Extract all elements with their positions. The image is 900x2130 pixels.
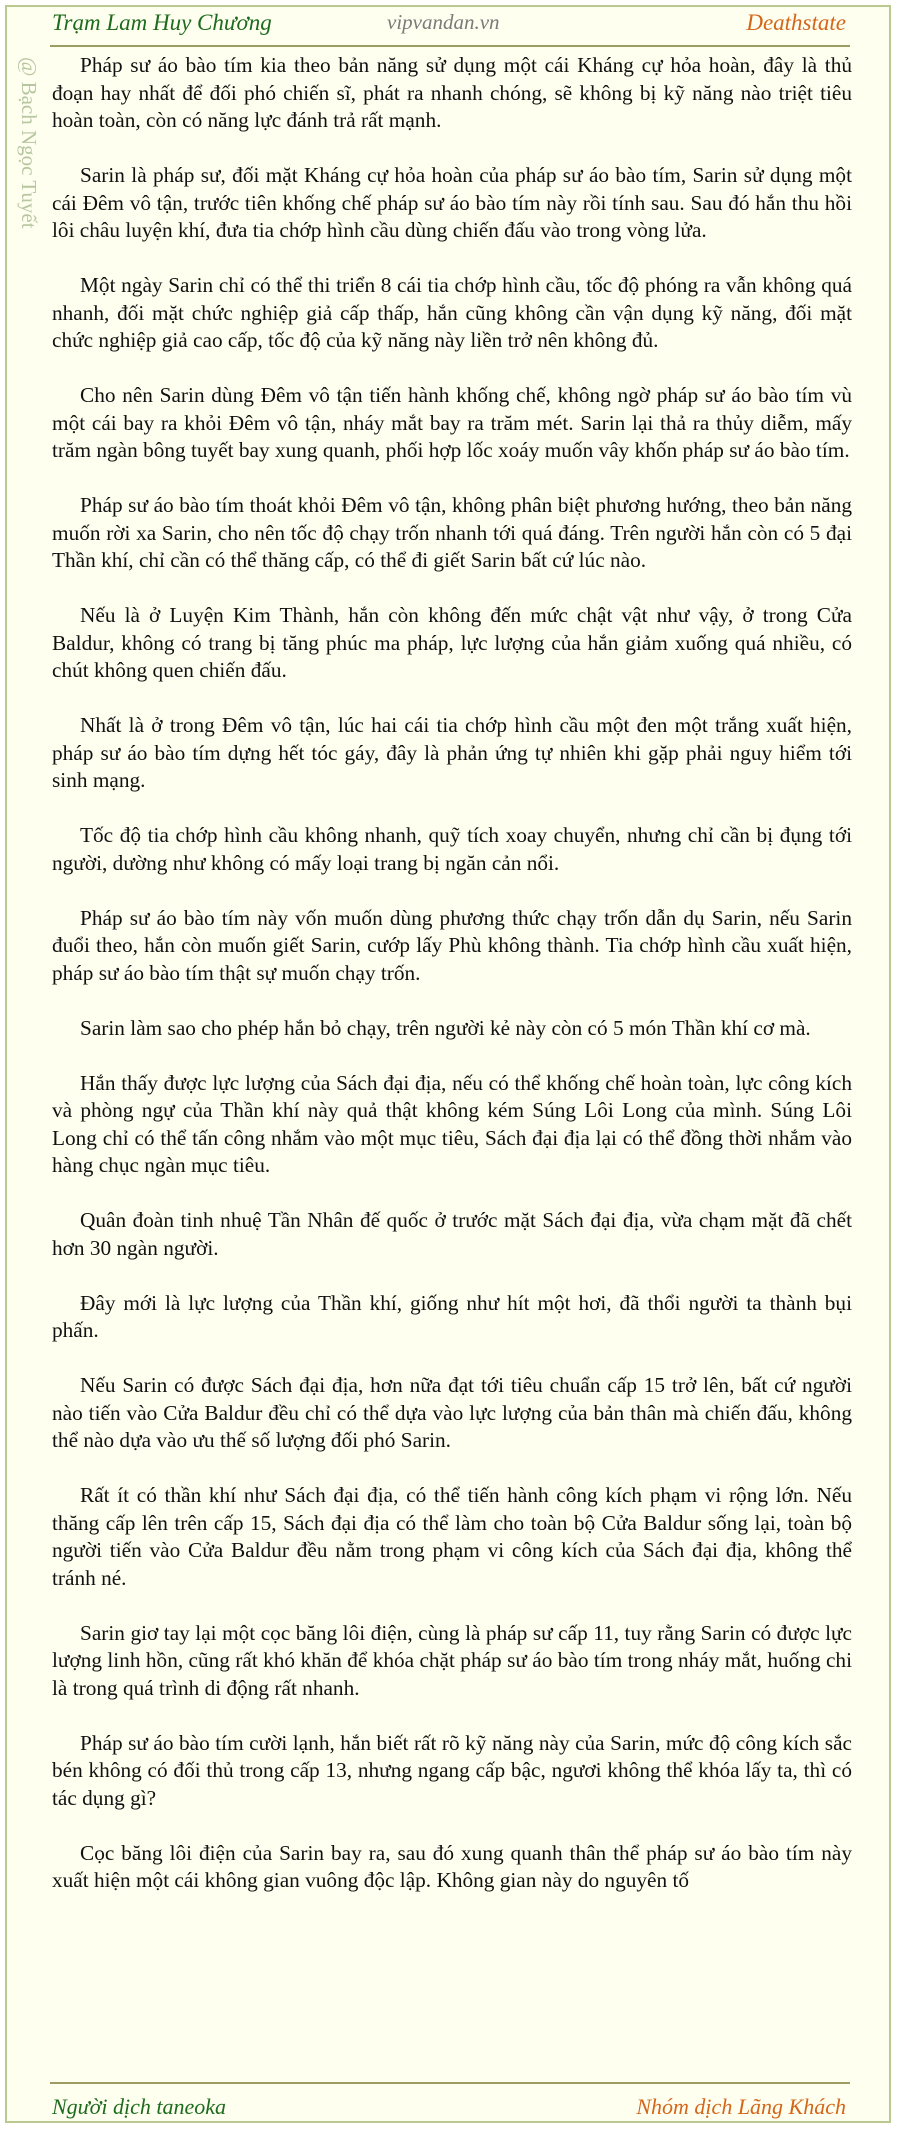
header-book-title: Deathstate	[746, 10, 846, 35]
page-footer	[52, 2086, 850, 2126]
paragraph: Cọc băng lôi điện của Sarin bay ra, sau đó xung quanh thân thể pháp sư áo bào tím này xuất hiện một cái không gian vuông độc lập. Không gian này do nguyên tố	[52, 1840, 852, 1892]
paragraph: Quân đoàn tinh nhuệ Tần Nhân đế quốc ở trước mặt Sách đại địa, vừa chạm mặt đã chết hơn 30 ngàn người.	[52, 1208, 852, 1260]
paragraph: Cho nên Sarin dùng Đêm vô tận tiến hành khống chế, không ngờ pháp sư áo bào tím vù một cái bay ra khỏi Đêm vô tận, nháy mắt bay ra trăm mét. Sarin lại thả ra thủy diễm, mấy trăm ngàn bông tuyết bay xung quanh, phối hợp lốc xoáy muốn vây khốn pháp sư áo bào tím.	[52, 383, 852, 462]
page-header	[52, 0, 850, 46]
header-author: Trạm Lam Huy Chương	[52, 10, 272, 35]
paragraph: Hắn thấy được lực lượng của Sách đại địa, nếu có thể khống chế hoàn toàn, lực công kích và phòng ngự của Thần khí này quả thật không kém Súng Lôi Long của mình. Súng Lôi Long chỉ có thể tấn công nhắm vào một mục tiêu, Sách đại địa lại có thể đồng thời nhắm vào hàng chục ngàn mục tiêu.	[52, 1070, 852, 1177]
page-body	[52, 52, 852, 2076]
header-site: vipvandan.vn	[387, 10, 500, 34]
paragraph: Tốc độ tia chớp hình cầu không nhanh, quỹ tích xoay chuyển, nhưng chỉ cần bị đụng tới người, dường như không có mấy loại trang bị ngăn cản nổi.	[52, 823, 852, 875]
paragraph: Pháp sư áo bào tím này vốn muốn dùng phương thức chạy trốn dẫn dụ Sarin, nếu Sarin đuổi theo, hắn còn muốn giết Sarin, cướp lấy Phù không thành. Tia chớp hình cầu xuất hiện, pháp sư áo bào tím thật sự muốn chạy trốn.	[52, 905, 852, 985]
paragraph: Rất ít có thần khí như Sách đại địa, có thể tiến hành công kích phạm vi rộng lớn. Nếu thăng cấp lên trên cấp 15, Sách đại địa có thể làm cho toàn bộ Cửa Baldur sống lại, toàn bộ người tiến vào Cửa Baldur đều nằm trong phạm vi công kích của Sách đại địa, không thể tránh né.	[52, 1483, 852, 1590]
paragraph: Pháp sư áo bào tím kia theo bản năng sử dụng một cái Kháng cự hỏa hoàn, đây là thủ đoạn hay nhất để đối phó chiến sĩ, phát ra nhanh chóng, sẽ không bị kỹ năng nào triệt tiêu hoàn toàn, còn có năng lực đánh trả rất mạnh.	[52, 53, 852, 132]
paragraph: Nếu là ở Luyện Kim Thành, hắn còn không đến mức chật vật như vậy, ở trong Cửa Baldur, không có trang bị tăng phúc ma pháp, lực lượng của hắn giảm xuống quá nhiều, có chút không quen chiến đấu.	[52, 603, 852, 682]
paragraph: Sarin giơ tay lại một cọc băng lôi điện, cùng là pháp sư cấp 11, tuy rằng Sarin có được lực lượng linh hồn, cũng rất khó khăn để khóa chặt pháp sư áo bào tím trong nháy mắt, huống chi là trong quá trình di động rất nhanh.	[52, 1620, 852, 1700]
paragraph: Pháp sư áo bào tím cười lạnh, hắn biết rất rõ kỹ năng này của Sarin, mức độ công kích sắc bén không có đối thủ trong cấp 13, nhưng ngang cấp bậc, ngươi không thể khóa lấy ta, thì có tác dụng gì?	[52, 1730, 852, 1810]
paragraph: Nhất là ở trong Đêm vô tận, lúc hai cái tia chớp hình cầu một đen một trắng xuất hiện, pháp sư áo bào tím dựng hết tóc gáy, đây là phản ứng tự nhiên khi gặp phải nguy hiểm tới sinh mạng.	[52, 713, 852, 792]
paragraph: Nếu Sarin có được Sách đại địa, hơn nữa đạt tới tiêu chuẩn cấp 15 trở lên, bất cứ người nào tiến vào Cửa Baldur đều chỉ có thể dựa vào lực lượng của bản thân mà chiến đấu, không thể nào dựa vào ưu thế số lượng đối phó Sarin.	[52, 1373, 852, 1452]
paragraph: Sarin làm sao cho phép hắn bỏ chạy, trên người kẻ này còn có 5 món Thần khí cơ mà.	[80, 1015, 811, 1040]
paragraph: Đây mới là lực lượng của Thần khí, giống như hít một hơi, đã thổi người ta thành bụi phấn.	[52, 1290, 852, 1342]
footer-divider	[50, 2082, 850, 2084]
side-watermark: @ Bạch Ngọc Tuyết	[17, 57, 41, 229]
header-divider	[50, 45, 850, 47]
paragraph: Một ngày Sarin chỉ có thể thi triển 8 cái tia chớp hình cầu, tốc độ phóng ra vẫn không quá nhanh, đối mặt chức nghiệp giả cấp thấp, hắn cũng không cần vận dụng kỹ năng, đối mặt chức nghiệp giả cao cấp, tốc độ của kỹ năng này liền trở nên không đủ.	[52, 273, 852, 352]
footer-translator: Người dịch taneoka	[52, 2094, 227, 2119]
paragraph: Pháp sư áo bào tím thoát khỏi Đêm vô tận, không phân biệt phương hướng, theo bản năng muốn rời xa Sarin, cho nên tốc độ chạy trốn nhanh tới quá đáng. Trên người hắn còn có 5 đại Thần khí, chỉ cần có thể thăng cấp, có thể đi giết Sarin bất cứ lúc nào.	[52, 493, 852, 572]
paragraph: Sarin là pháp sư, đối mặt Kháng cự hỏa hoàn của pháp sư áo bào tím, Sarin sử dụng một cái Đêm vô tận, trước tiên khống chế pháp sư áo bào tím này rồi tính sau. Sau đó hắn thu hồi lôi châu luyện khí, đưa tia chớp hình cầu dùng chiến đấu vào trong vòng lửa.	[52, 163, 852, 242]
footer-group: Nhóm dịch Lãng Khách	[636, 2094, 846, 2119]
